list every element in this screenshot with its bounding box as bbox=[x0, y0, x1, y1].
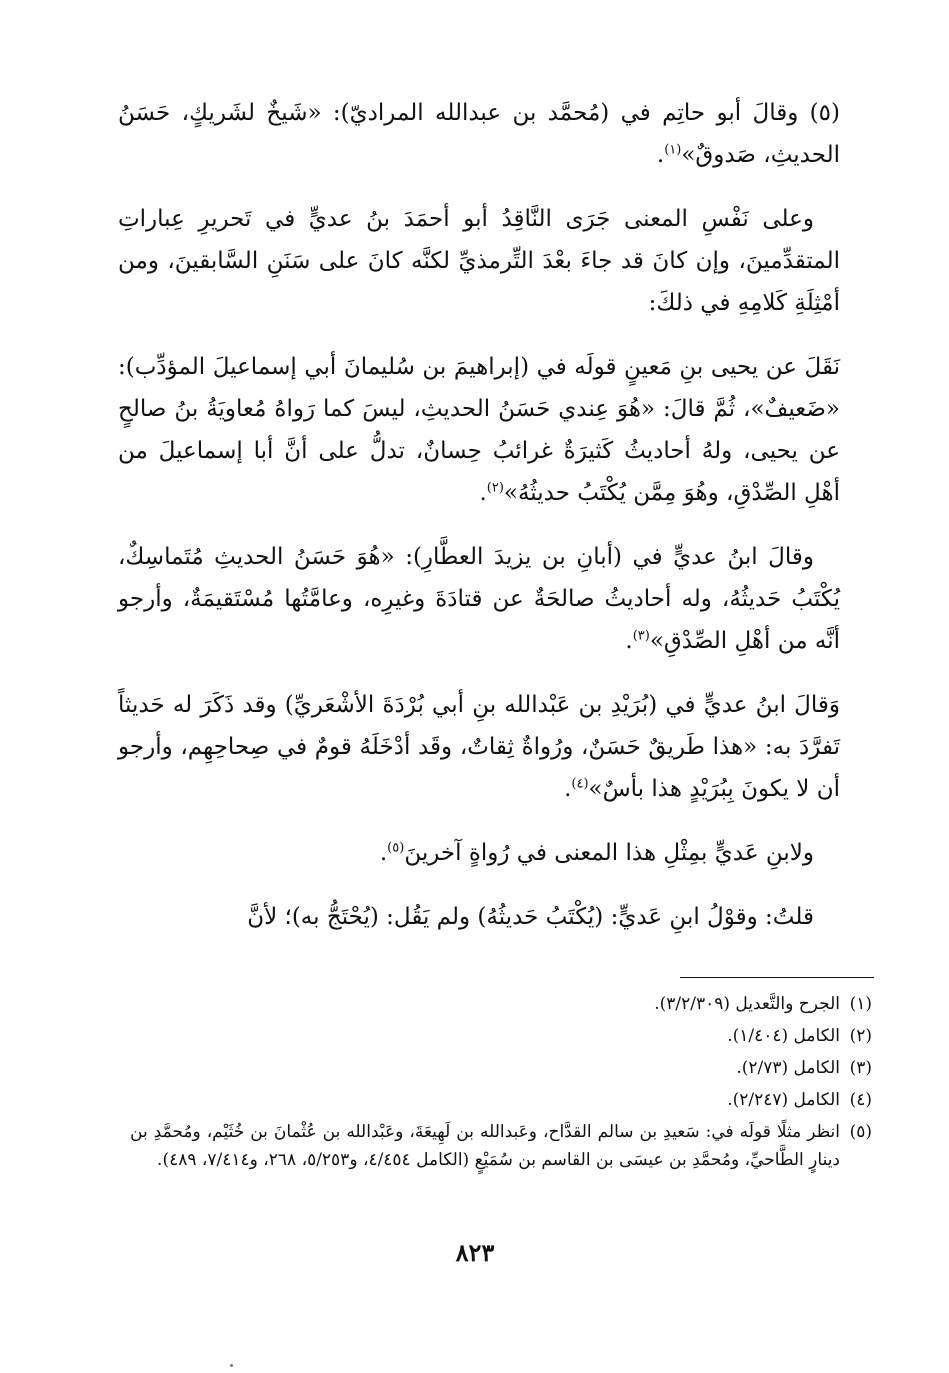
footnote-2 bbox=[130, 1022, 872, 1050]
footnote-number: (١) bbox=[849, 994, 872, 1014]
footnote-text: الكامل (٢/٧٣). bbox=[736, 1058, 840, 1078]
footnote-3 bbox=[130, 1054, 872, 1082]
footnote-number: (٤) bbox=[849, 1090, 872, 1110]
footnote-text: الجرح والتَّعديل (٣/٢/٣٠٩). bbox=[654, 994, 840, 1014]
footnote-number: (٥) bbox=[849, 1122, 872, 1142]
footnote-text: الكامل (١/٤٠٤). bbox=[727, 1026, 840, 1046]
paragraph-commentary: قلتُ: وقوْلُ ابنِ عَديٍّ: (يُكْتَبُ حَديثُهُ) ولم يَقُل: (يُحْتَجُّ به)؛ لأنَّ bbox=[247, 904, 814, 930]
footnote-ref-4[interactable]: (٤) bbox=[571, 776, 589, 792]
footnote-1 bbox=[130, 990, 872, 1018]
footnote-number: (٢) bbox=[849, 1026, 872, 1046]
paragraph-buraid: وَقالَ ابنُ عديٍّ في (بُرَيْدِ بن عَبْدالله بنِ أبي بُرْدَةَ الأشْعَريِّ) وقد ذَكَرَ له حَديثاً تَفرَّدَ به: «هذا طَريقٌ حَسَنٌ، ورُواةٌ ثِقاتٌ، وقَد أدْخَلَهُ قومٌ في صِحاحِهِم، وأرجو أن لا يكونَ بِبُرَيْدٍ هذا بأسٌ»$^{(٤)}$. bbox=[118, 692, 840, 802]
footnote-ref-3[interactable]: (٣) bbox=[632, 628, 650, 644]
page-number: ٨٢٣ bbox=[455, 1238, 495, 1267]
footnote-ref-5[interactable]: (٥) bbox=[387, 840, 405, 856]
paragraph-ibn-adi-intro: وعلى نَفْسِ المعنى جَرَى النَّاقِدُ أبو أحمَدَ بنُ عديٍّ في تَحريرِ عِباراتِ المتقدِّمينَ، وإن كانَ قد جاءَ بعْدَ التِّرمذيِّ لكنَّه كانَ على سَنَنِ السَّابقينَ، ومن أمْثِلَةِ كَلامِهِ في ذلكَ: bbox=[118, 206, 840, 316]
footnote-text: انظر مثلًا قولَه في: سَعيدِ بن سالم القدَّاح، وعَبدالله بن لَهِيعَةَ، وعَبْدالله بن عُثْمانَ بن خُثَيْم، ومُحمَّدِ بن دينارٍ الطَّاحيِّ، ومُحمَّدِ بن عيسَى بن القاسم بن سُمَيْعٍ (الكامل ٤/٤٥٤، و٥/٢٥٣، ٢٦٨، و٧/٤١٤، ٤٨٩). bbox=[130, 1122, 840, 1170]
paragraph-aban: وقالَ ابنُ عديٍّ في (أبانِ بن يزيدَ العطَّارِ): «هُوَ حَسَنُ الحديثِ مُتَماسِكٌ، يُكْتَبُ حَديثُهُ، وله أحاديثُ صالحَةٌ عن قتادَةَ وغيرِه، وعامَّتُها مُسْتَقيمَةٌ، وأرجو أنَّه من أهْلِ الصِّدْقِ»$^{(٣)}$. bbox=[118, 544, 840, 654]
paragraph-ibrahim: نَقَلَ عن يحيى بنِ مَعينٍ قولَه في (إبراهيمَ بن سُليمانَ أبي إسماعيلَ المؤدِّب): «ضَعيفٌ»، ثُمَّ قالَ: «هُوَ عِندي حَسَنُ الحديثِ، ليسَ كما رَواهُ مُعاويَةُ بنُ صالحٍ عن يحيى، ولهُ أحاديثُ كَثيرَةٌ غرائبُ حِسانٌ، تدلُّ على أنَّ أبا إسماعيلَ من أهْلِ الصِّدْقِ، وهُوَ مِمَّن يُكْتَبُ حديثُهُ»$^{(٢)}$. bbox=[118, 354, 840, 506]
main-text bbox=[118, 92, 840, 960]
footnote-ref-1[interactable]: (١) bbox=[664, 142, 682, 158]
footnote-text: الكامل (٢/٢٤٧). bbox=[727, 1090, 840, 1110]
footnote-divider bbox=[680, 977, 874, 978]
paragraph-other-narrators: ولابنِ عَديٍّ بمِثْلِ هذا المعنى في رُواةٍ آخرينَ$^{(٥)}$. bbox=[379, 840, 814, 866]
footnote-number: (٣) bbox=[849, 1058, 872, 1078]
footnote-ref-2[interactable]: (٢) bbox=[486, 480, 504, 496]
scan-speck bbox=[230, 1364, 233, 1367]
footnotes bbox=[130, 990, 872, 1178]
footnote-5 bbox=[130, 1118, 872, 1174]
footnote-4 bbox=[130, 1086, 872, 1114]
paragraph-hatim: (٥) وقالَ أبو حاتِم في (مُحمَّد بن عبدالله المراديّ): «شَيخٌ لشَريكٍ، حَسَنُ الحديثِ، صَدوقٌ»$^{(١)}$. bbox=[118, 100, 840, 168]
